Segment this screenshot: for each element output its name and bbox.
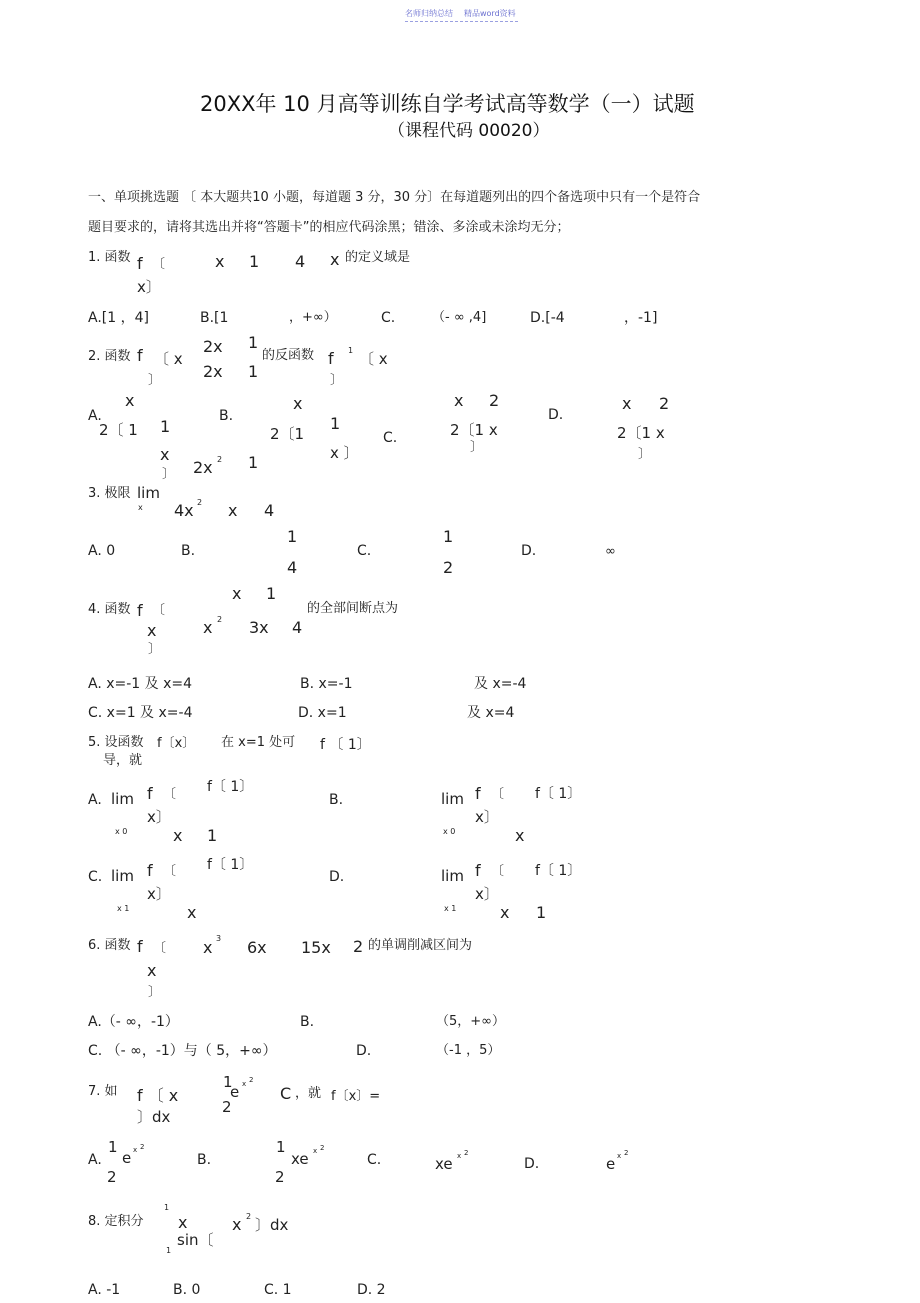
q7-option-c: C. <box>367 1152 382 1168</box>
q1-option-b: B.[1 <box>200 310 229 326</box>
q5-option-b: B. <box>329 792 344 808</box>
q5-c-lim: lim <box>111 867 134 885</box>
q3-sup: 2 <box>197 498 203 507</box>
q2-a-2x: 2x <box>193 458 213 477</box>
q2-den-1: 1 <box>248 362 259 381</box>
q2-d-rparen: 〕 <box>638 447 652 462</box>
q6-x: x <box>147 961 157 980</box>
q5-a-x: x <box>173 826 183 845</box>
q3-option-a: A. 0 <box>88 543 116 559</box>
q2-lparen-x2: 〔 x <box>359 350 388 368</box>
q7-C: C <box>280 1084 292 1103</box>
q7-num: 1 <box>223 1073 233 1091</box>
q3-c-num: 1 <box>443 527 454 546</box>
q3-4x: 4x <box>174 501 194 520</box>
q7-c-sup: x <box>457 1152 462 1160</box>
q7-b-sup2: 2 <box>320 1144 325 1152</box>
q8-option-c: C. 1 <box>264 1282 292 1298</box>
q5-b-sub: x 0 <box>443 827 456 836</box>
q6-sup: 3 <box>216 934 222 943</box>
q2-num-2x: 2x <box>203 337 223 356</box>
q7-e: e <box>230 1083 240 1101</box>
q7-d-e: e <box>606 1155 616 1173</box>
header-left: 名师归纳总结 <box>405 9 453 18</box>
q7-d-sup: x <box>617 1152 622 1160</box>
q7-number: 7. 如 <box>88 1084 118 1099</box>
q7-a-den: 2 <box>107 1168 117 1186</box>
q2-d-2paren: 2〔1 x <box>617 424 665 442</box>
q2-f-inverse: f <box>328 349 334 368</box>
q2-option-b: B. <box>219 408 234 424</box>
q5-b-xparen: x〕 <box>475 808 499 826</box>
q6-tail: 的单调削减区间为 <box>368 938 473 953</box>
q1-option-d: D.[-4 <box>530 310 565 326</box>
q5-option-c: C. <box>88 869 103 885</box>
q3-option-b: B. <box>181 543 196 559</box>
q4-num-x: x <box>232 584 242 603</box>
q4-option-b-cont: 及 x=-4 <box>474 676 527 692</box>
q8-number: 8. 定积分 <box>88 1214 144 1229</box>
q5-d-lim: lim <box>441 867 464 885</box>
q6-x3: x <box>203 938 213 957</box>
q7-a-sup: x <box>133 1146 138 1154</box>
q5-a-lim: lim <box>111 790 134 808</box>
q5-a-xparen: x〕 <box>147 808 171 826</box>
q7-fx: f〔x〕= <box>331 1089 381 1104</box>
q6-number: 6. 函数 <box>88 938 131 953</box>
q6-15x: 15x <box>301 938 331 957</box>
q5-a-lparen: 〔 <box>163 787 177 802</box>
q7-mid: ，就 <box>295 1086 322 1101</box>
q5-d-xparen: x〕 <box>475 885 499 903</box>
q5-c-xparen: x〕 <box>147 885 171 903</box>
q8-lower-limit: 1 <box>166 1246 172 1255</box>
q5-a-f1: f〔 1〕 <box>207 779 254 795</box>
q2-a-2paren: 2〔 1 <box>99 421 138 439</box>
q5-fx: f〔x〕 <box>157 736 196 751</box>
q2-rparen2: 〕 <box>330 373 344 388</box>
q7-option-a: A. <box>88 1152 102 1168</box>
q7-option-d: D. <box>524 1156 540 1172</box>
q5-mid2: 导，就 <box>103 753 143 768</box>
q5-c-f1: f〔 1〕 <box>207 857 254 873</box>
q1-xparen: x〕 <box>137 278 161 296</box>
q8-upper-limit: 1 <box>164 1203 170 1212</box>
q1-option-b-cont: ，+∞） <box>289 310 337 325</box>
header-divider <box>405 21 518 22</box>
section-instructions-line2: 题目要求的，请将其选出并将“答题卡”的相应代码涂黑；错涂、多涂或未涂均无分； <box>88 220 570 235</box>
q6-6x: 6x <box>247 938 267 957</box>
q5-a-1: 1 <box>207 826 218 845</box>
q2-a-2x-sup: 2 <box>217 455 223 464</box>
q1-option-c: C. <box>381 310 396 326</box>
q2-mid: 的反函数 <box>262 348 315 363</box>
q3-number: 3. 极限 <box>88 486 131 501</box>
q1-f: f <box>137 254 143 273</box>
q4-option-b: B. x=-1 <box>300 676 353 692</box>
q5-c-x: x <box>187 903 197 922</box>
q2-b-2paren: 2〔1 <box>270 425 305 443</box>
q7-c-sup2: 2 <box>464 1149 469 1157</box>
q3-option-c: C. <box>357 543 372 559</box>
q5-d-1: 1 <box>536 903 547 922</box>
q2-c-rparen: 〕 <box>470 440 484 455</box>
q5-b-x: x <box>515 826 525 845</box>
q5-b-lparen: 〔 <box>491 787 505 802</box>
q7-rdx: 〕dx <box>137 1108 171 1126</box>
q6-option-d-cont: （-1 ，5） <box>436 1043 501 1058</box>
q6-f: f <box>137 937 143 956</box>
q2-rparen: 〕 <box>148 373 162 388</box>
q5-b-f: f <box>475 784 481 803</box>
q2-c-x: x <box>454 391 464 410</box>
q5-f1: f 〔 1〕 <box>320 737 371 753</box>
q1-x1: x <box>215 252 225 271</box>
q3-c-den: 2 <box>443 558 454 577</box>
q1-lparen: 〔 <box>152 257 166 272</box>
q2-option-a: A. <box>88 408 102 424</box>
q1-option-c-cont: （- ∞ ,4] <box>432 310 487 325</box>
q3-option-d: D. <box>521 543 537 559</box>
q8-option-d: D. 2 <box>357 1282 386 1298</box>
q1-x2: x <box>330 250 340 269</box>
q4-option-a: A. x=-1 及 x=4 <box>88 676 193 692</box>
q3-d-val: ∞ <box>605 544 616 559</box>
q6-2: 2 <box>353 937 364 956</box>
q2-option-d: D. <box>548 407 564 423</box>
q2-a-1b: 1 <box>248 453 259 472</box>
q6-rparen: 〕 <box>148 985 162 1000</box>
q5-d-x: x <box>500 903 510 922</box>
q2-option-c: C. <box>383 430 398 446</box>
page-title: 20XX年 10 月高等训练自学考试高等数学（一）试题 <box>200 92 695 116</box>
q2-d-x: x <box>622 394 632 413</box>
q7-b-num: 1 <box>276 1138 286 1156</box>
q5-d-f1: f〔 1〕 <box>535 863 582 879</box>
q5-b-f1: f〔 1〕 <box>535 786 582 802</box>
q5-d-sub: x 1 <box>444 904 457 913</box>
q5-option-d: D. <box>329 869 345 885</box>
q7-b-xe: xe <box>291 1150 309 1168</box>
q8-x: x <box>178 1213 188 1232</box>
page-subtitle: （课程代码 00020） <box>388 121 550 141</box>
q2-num-1: 1 <box>248 333 259 352</box>
q4-rparen: 〕 <box>148 642 162 657</box>
q5-a-sub: x 0 <box>115 827 128 836</box>
q4-number: 4. 函数 <box>88 602 131 617</box>
q1-one: 1 <box>249 252 260 271</box>
header-right: 精品word资料 <box>464 9 516 18</box>
q7-option-b: B. <box>197 1152 212 1168</box>
q2-f: f <box>137 346 143 365</box>
q5-number: 5. 设函数 <box>88 735 144 750</box>
q5-c-sub: x 1 <box>117 904 130 913</box>
q3-b-num: 1 <box>287 527 298 546</box>
q5-c-f: f <box>147 861 153 880</box>
q4-tail: 的全部间断点为 <box>307 601 399 616</box>
q1-four: 4 <box>295 252 306 271</box>
q1-tail: 的定义域是 <box>345 250 411 265</box>
q4-den-4: 4 <box>292 618 303 637</box>
q3-lim-sub: x <box>138 503 143 512</box>
q7-f: f 〔 x <box>137 1086 179 1105</box>
q2-a-1: 1 <box>160 417 171 436</box>
q2-a-rparen: 〕 <box>162 467 176 482</box>
q8-option-a: A. -1 <box>88 1282 121 1298</box>
q3-four: 4 <box>264 501 275 520</box>
q6-lparen: 〔 <box>153 941 167 956</box>
q7-b-sup: x <box>313 1147 318 1155</box>
q2-lparen-x: 〔 x <box>154 350 183 368</box>
q4-num-1: 1 <box>266 584 277 603</box>
q4-lparen: 〔 <box>152 603 166 618</box>
q4-den-3x: 3x <box>249 618 269 637</box>
q5-d-f: f <box>475 861 481 880</box>
q5-mid: 在 x=1 处可 <box>221 735 296 750</box>
q5-d-lparen: 〔 <box>491 864 505 879</box>
q3-x: x <box>228 501 238 520</box>
q8-option-b: B. 0 <box>173 1282 201 1298</box>
q4-option-c: C. x=1 及 x=-4 <box>88 705 193 721</box>
q6-option-c: C. （- ∞，-1）与（ 5，+∞） <box>88 1043 277 1059</box>
q8-sin: sin〔 <box>177 1231 214 1249</box>
q2-b-xparen: x 〕 <box>330 444 359 462</box>
q8-x2: x <box>232 1215 242 1234</box>
q8-rdx: 〕dx <box>255 1216 289 1234</box>
q1-option-a: A.[1 ，4] <box>88 310 149 326</box>
q4-den-x: x <box>203 618 213 637</box>
q6-option-b-cont: （5，+∞） <box>436 1014 505 1029</box>
q4-den-sup: 2 <box>217 615 223 624</box>
section-instructions-line1: 一、单项挑选题 〔 本大题共10 小题，每道题 3 分，30 分〕在每道题列出的四个备选项中只有一个是符合 <box>88 190 701 205</box>
q7-a-num: 1 <box>108 1138 118 1156</box>
q2-inverse-sup: 1 <box>348 346 354 355</box>
q3-b-den: 4 <box>287 558 298 577</box>
q1-number: 1. 函数 <box>88 250 131 265</box>
q7-b-den: 2 <box>275 1168 285 1186</box>
q7-esup: x <box>242 1080 247 1088</box>
q4-option-d: D. x=1 <box>298 705 347 721</box>
q2-b-x: x <box>293 394 303 413</box>
q2-d-2: 2 <box>659 394 670 413</box>
q6-option-a: A.（- ∞，-1） <box>88 1014 179 1030</box>
q2-a-x: x <box>125 391 135 410</box>
q4-x: x <box>147 621 157 640</box>
q7-esup2: 2 <box>249 1076 254 1084</box>
q6-option-d: D. <box>356 1043 372 1059</box>
q8-sup: 2 <box>246 1212 252 1221</box>
q7-c-xe: xe <box>435 1155 453 1173</box>
q4-f: f <box>137 601 143 620</box>
q6-option-b: B. <box>300 1014 315 1030</box>
q2-c-2paren: 2〔1 x <box>450 421 498 439</box>
q4-option-d-cont: 及 x=4 <box>467 705 515 721</box>
q2-number: 2. 函数 <box>88 349 131 364</box>
q2-c-2: 2 <box>489 391 500 410</box>
q7-den: 2 <box>222 1098 232 1116</box>
q7-d-sup2: 2 <box>624 1149 629 1157</box>
q2-b-1: 1 <box>330 414 341 433</box>
q5-b-lim: lim <box>441 790 464 808</box>
q2-den-2x: 2x <box>203 362 223 381</box>
q7-a-e: e <box>122 1149 132 1167</box>
q2-a-x2: x <box>160 445 170 464</box>
q5-a-f: f <box>147 784 153 803</box>
q1-option-d-cont: ，-1] <box>624 310 658 326</box>
q5-option-a: A. <box>88 792 102 808</box>
q3-lim: lim <box>137 484 160 502</box>
q5-c-lparen: 〔 <box>163 864 177 879</box>
q7-a-sup2: 2 <box>140 1143 145 1151</box>
